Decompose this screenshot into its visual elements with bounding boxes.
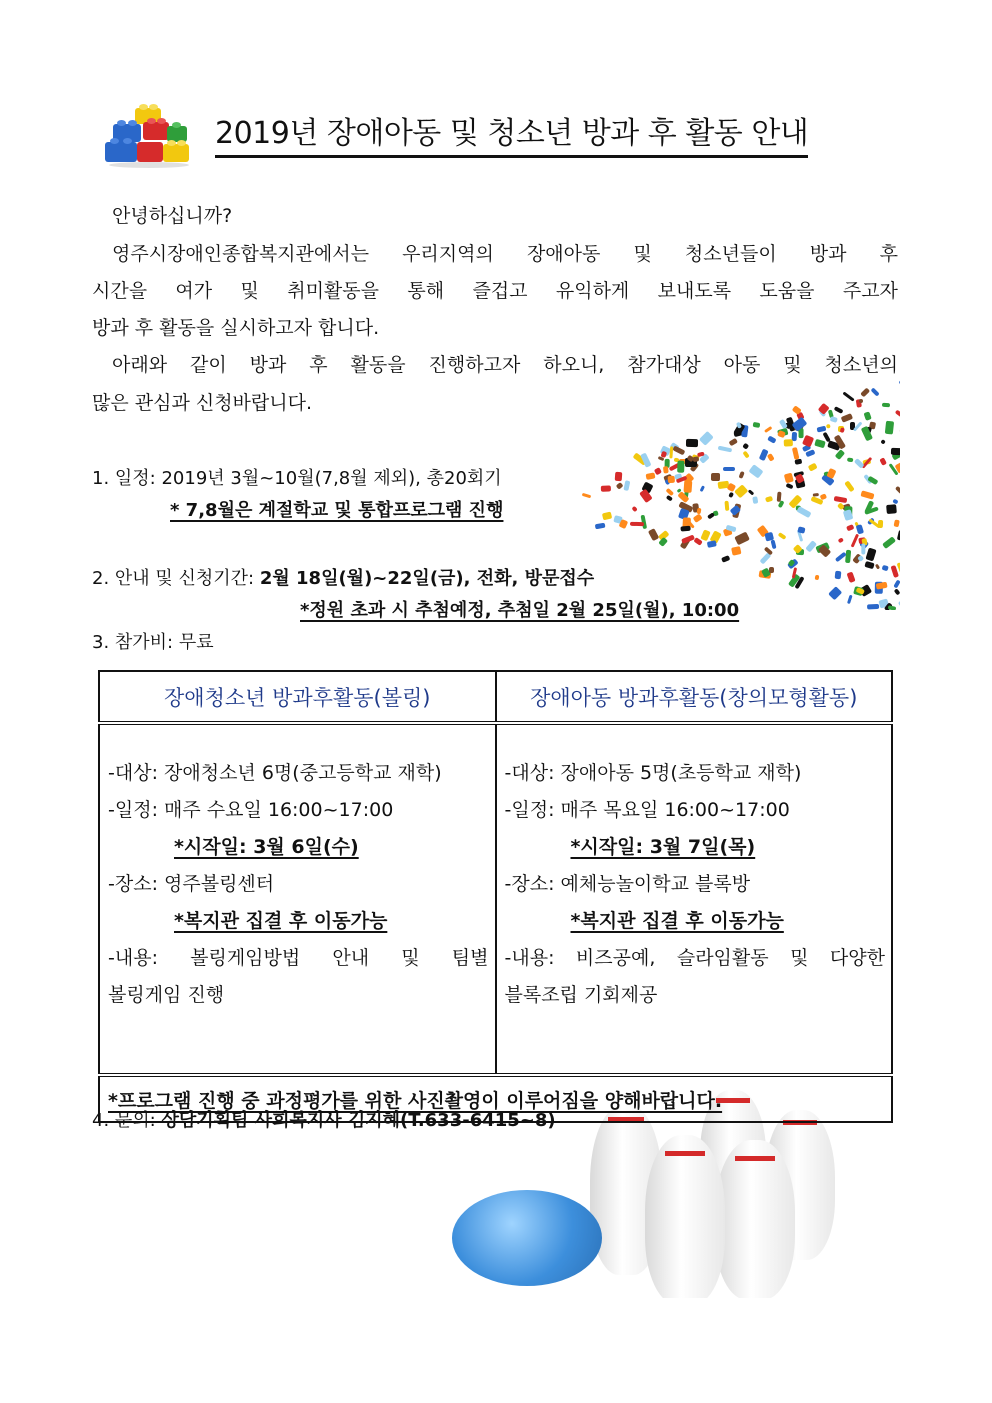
lego-piece <box>748 489 755 495</box>
lego-piece <box>728 438 737 446</box>
lego-piece <box>834 407 844 415</box>
lego-piece <box>894 486 900 495</box>
intro-line-4: 아래와 같이 방과 후 활동을 진행하고자 하오니, 참가대상 아동 및 청소년의 <box>112 354 898 376</box>
lego-piece <box>770 540 776 549</box>
lego-piece <box>708 513 716 520</box>
lego-piece <box>615 472 623 481</box>
lego-piece <box>753 496 759 503</box>
lego-piece <box>723 467 735 471</box>
bowling-place: -장소: 영주볼링센터 <box>108 873 275 895</box>
lego-piece <box>670 446 674 459</box>
lego-piece <box>880 457 887 465</box>
lego-piece <box>601 486 611 492</box>
lego-piece <box>891 448 900 455</box>
lego-piece <box>874 564 879 570</box>
lego-piece <box>732 546 742 556</box>
lego-piece <box>677 461 684 473</box>
program-table <box>98 670 893 1123</box>
lego-piece <box>718 446 732 452</box>
greeting: 안녕하십니까? <box>112 205 233 227</box>
lego-piece <box>861 543 865 554</box>
bowling-start-date: *시작일: 3월 6일(수) <box>174 836 359 858</box>
lego-piece <box>845 480 856 492</box>
page-title: 2019년 장애아동 및 청소년 방과 후 활동 안내 <box>215 115 808 158</box>
lego-piece <box>777 532 786 540</box>
lego-piece <box>814 574 819 580</box>
bowling-content: -내용: 볼링게임방법 안내 및 팀별 <box>108 947 489 969</box>
lego-piece <box>826 423 831 428</box>
lego-piece <box>764 426 773 433</box>
lego-piece <box>742 450 749 458</box>
lego-piece <box>847 457 854 462</box>
lego-piece <box>856 524 864 534</box>
lego-piece <box>623 480 630 491</box>
lego-piece <box>838 537 844 543</box>
creative-place: -장소: 예체능놀이학교 블록방 <box>504 873 751 895</box>
lego-piece <box>818 544 832 557</box>
lego-piece <box>847 594 853 604</box>
lego-piece <box>892 498 899 504</box>
intro-line-3: 방과 후 활동을 실시하고자 합니다. <box>92 317 380 339</box>
lego-piece <box>711 473 720 482</box>
lego-piece <box>748 464 763 479</box>
lego-piece <box>835 449 845 459</box>
lego-piece <box>582 493 591 498</box>
creative-schedule: -일정: 매주 목요일 16:00~17:00 <box>504 799 790 821</box>
lego-piece <box>673 445 686 455</box>
lego-piece <box>699 485 705 492</box>
lego-piece <box>630 522 644 527</box>
lego-piece <box>814 439 825 448</box>
lego-piece <box>898 530 900 542</box>
lego-piece <box>742 442 749 449</box>
lego-piece <box>861 388 871 397</box>
scattered-lego-bricks-image <box>560 380 900 610</box>
lego-piece <box>783 472 794 483</box>
intro-line-5: 많은 관심과 신청바랍니다. <box>92 392 313 414</box>
lego-piece <box>767 436 776 444</box>
lego-piece <box>602 511 612 520</box>
lego-piece <box>646 472 656 480</box>
lego-piece <box>680 525 690 531</box>
lego-piece <box>808 462 817 470</box>
lego-piece <box>834 570 841 579</box>
lego-piece <box>867 604 879 610</box>
lego-piece <box>893 580 900 589</box>
lego-piece <box>886 505 896 514</box>
bowling-target: -대상: 장애청소년 6명(중고등학교 재학) <box>108 762 442 784</box>
lego-piece <box>886 421 895 435</box>
lego-piece <box>870 388 879 397</box>
lego-piece <box>721 555 730 563</box>
lego-piece <box>898 599 900 610</box>
lego-piece <box>894 520 900 528</box>
lego-piece <box>766 496 774 502</box>
creative-content: -내용: 비즈공예, 슬라임활동 및 다양한 <box>504 947 885 969</box>
lego-piece <box>888 606 897 610</box>
lego-piece <box>786 483 794 490</box>
lego-piece <box>707 540 717 548</box>
lego-piece <box>769 567 774 573</box>
lego-piece <box>666 487 674 495</box>
fee-item: 3. 참가비: 무료 <box>92 632 214 653</box>
bowling-schedule: -일정: 매주 수요일 16:00~17:00 <box>108 799 394 821</box>
lego-piece <box>860 491 874 500</box>
intro-line-1: 영주시장애인종합복지관에서는 우리지역의 장애아동 및 청소년들이 방과 후 <box>112 243 898 265</box>
lego-piece <box>698 430 713 445</box>
lego-piece <box>899 426 900 432</box>
lego-piece <box>663 465 669 473</box>
lego-piece <box>797 506 812 518</box>
lego-piece <box>615 482 623 490</box>
lego-piece <box>686 439 698 447</box>
lego-piece <box>619 519 629 529</box>
lego-piece <box>792 417 808 432</box>
lego-piece <box>594 523 605 529</box>
creative-target: -대상: 장애아동 5명(초등학교 재학) <box>504 762 802 784</box>
lego-piece <box>735 531 750 544</box>
creative-place-note: *복지관 집결 후 이동가능 <box>570 910 784 932</box>
creative-program-header: 장애아동 방과후활동(창의모형활동) <box>496 671 893 723</box>
lego-piece <box>846 523 854 530</box>
lego-piece <box>846 550 852 563</box>
contact-item: 4. 문의: 상담기획팀 사회복지사 김지혜(T.633-6415~8) <box>92 1110 556 1131</box>
lego-piece <box>640 453 651 468</box>
lego-piece <box>864 561 874 569</box>
schedule-note: * 7,8월은 계절학교 및 통합프로그램 진행 <box>170 500 504 521</box>
apply-item: 2. 안내 및 신청기간: 2월 18일(월)~22일(금), 전화, 방문접수 <box>92 568 595 589</box>
lego-piece <box>735 485 749 499</box>
lego-piece <box>724 501 729 511</box>
lego-piece <box>820 493 827 500</box>
lego-piece <box>881 439 887 445</box>
bowling-program-header: 장애청소년 방과후활동(볼링) <box>99 671 496 723</box>
lego-piece <box>693 514 703 523</box>
lego-piece <box>766 453 774 462</box>
lego-piece <box>882 565 889 571</box>
lego-piece <box>866 548 877 562</box>
lego-piece <box>794 458 802 464</box>
lego-piece <box>696 507 701 514</box>
lego-piece <box>842 391 854 401</box>
lego-piece <box>898 380 900 390</box>
intro-line-2: 시간을 여가 및 취미활동을 통해 즐겁고 유익하게 보내도록 도움을 주고자 <box>92 280 898 302</box>
lego-piece <box>797 526 805 533</box>
lego-piece <box>752 422 760 428</box>
lego-piece <box>864 411 872 420</box>
lego-piece <box>738 471 744 479</box>
lego-piece <box>883 536 896 548</box>
lego-piece <box>894 588 900 595</box>
lego-piece <box>792 447 799 460</box>
lego-piece <box>822 431 830 441</box>
lego-piece <box>728 492 733 498</box>
schedule-item: 1. 일정: 2019년 3월~10월(7,8월 제외), 총20회기 <box>92 468 502 489</box>
creative-start-date: *시작일: 3월 7일(목) <box>570 836 756 858</box>
creative-program-details <box>496 723 893 1075</box>
lego-piece <box>631 505 638 512</box>
lego-piece <box>894 410 900 419</box>
lego-piece <box>840 427 845 433</box>
bowling-program-details <box>99 723 496 1075</box>
lego-piece <box>834 496 847 503</box>
apply-note: *정원 초과 시 추첨예정, 추첨일 2월 25일(월), 10:00 <box>300 600 740 621</box>
lego-piece <box>859 399 863 403</box>
lego-piece <box>828 587 842 601</box>
bowling-content-cont: 볼링게임 진행 <box>108 984 225 1006</box>
bowling-place-note: *복지관 집결 후 이동가능 <box>174 910 388 932</box>
creative-content-cont: 블록조립 기회제공 <box>504 984 658 1006</box>
photo-notice: *프로그램 진행 중 과정평가를 위한 사진촬영이 이루어짐을 양해바랍니다. <box>99 1075 892 1122</box>
lego-bricks-icon <box>105 100 190 168</box>
lego-piece <box>846 572 855 583</box>
lego-piece <box>829 416 837 423</box>
lego-piece <box>784 438 793 446</box>
lego-piece <box>882 402 890 407</box>
lego-piece <box>648 528 660 541</box>
